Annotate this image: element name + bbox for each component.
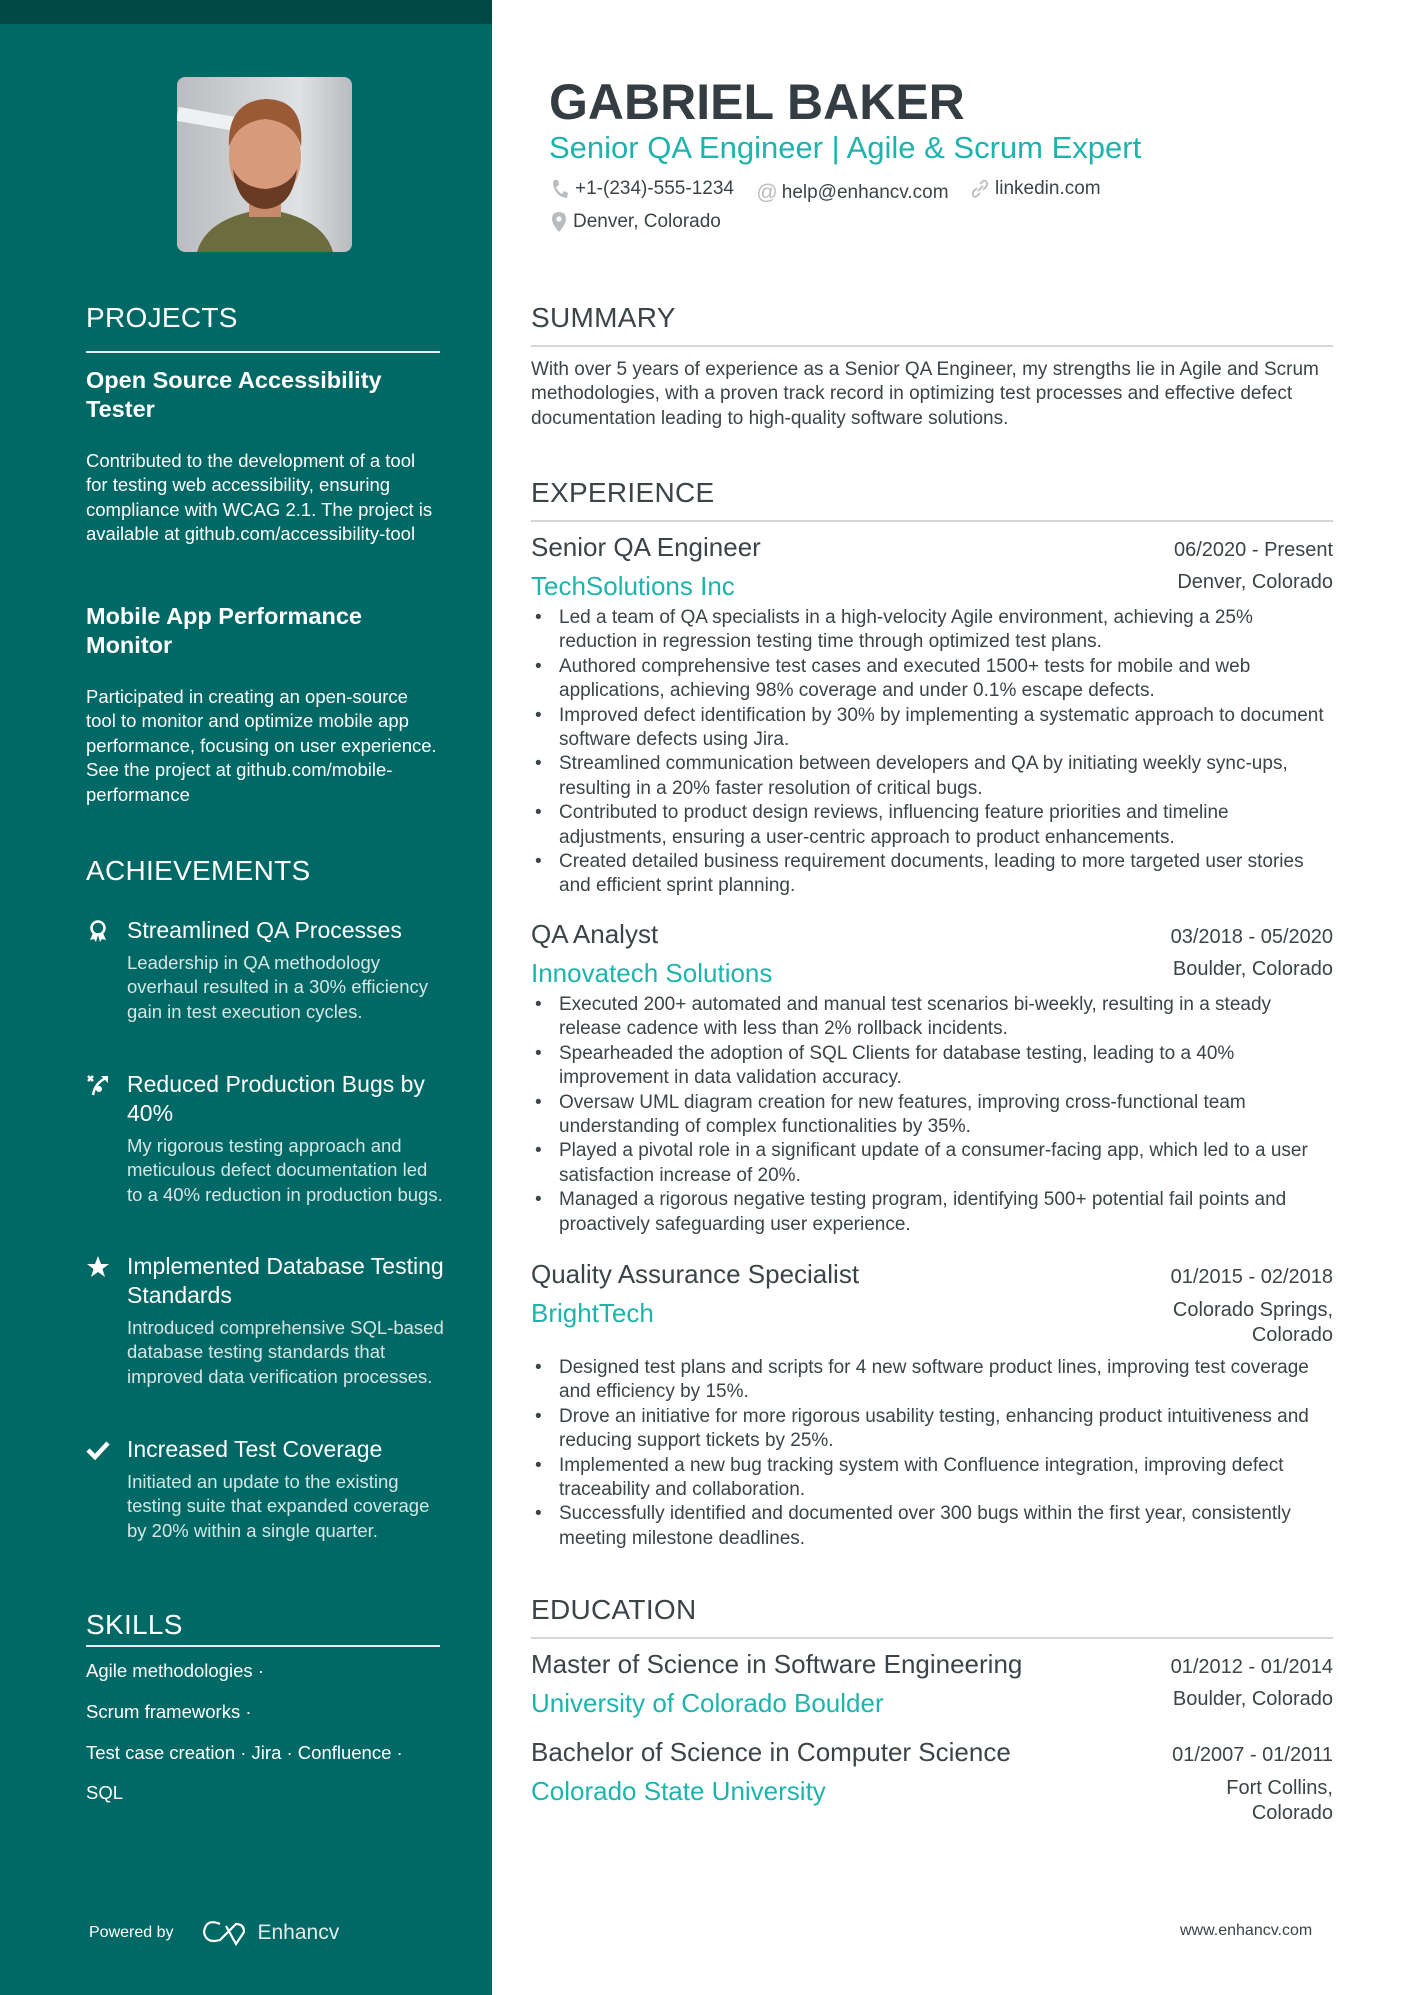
headline: Senior QA Engineer | Agile & Scrum Expert [549,130,1142,165]
bullet-item: • Led a team of QA specialists in a high-velocity Agile environment, achieving a 25% reduction in regression testing time through optimized test plans. [531,606,1333,655]
job-entry [531,1259,1333,1551]
header [531,74,1333,238]
achievement-title: Reduced Production Bugs by 40% [127,1071,425,1126]
school-name: University of Colorado Boulder [531,1688,884,1718]
job-title: Quality Assurance Specialist [531,1258,860,1289]
bullet-item: • Designed test plans and scripts for 4 new software product lines, improving test coverage and efficiency by 15%. [531,1356,1333,1405]
job-dates: 06/2020 - Present [1174,539,1333,561]
experience-section [531,477,1333,1551]
bug-route-icon [86,1073,110,1097]
achievement-description: My rigorous testing approach and meticulous defect documentation led to a 40% reduction in production bugs. [127,1135,443,1205]
powered-by [89,1920,339,1946]
location-row [551,211,1333,238]
school-name: Colorado State University [531,1776,826,1806]
contact-row [551,178,1333,205]
achievement-item [86,1070,446,1207]
company-name: TechSolutions Inc [531,571,735,601]
at-icon: @ [756,181,778,204]
avatar [177,77,352,252]
skills-heading: SKILLS [86,1609,183,1640]
achievement-title: Streamlined QA Processes [127,917,402,943]
company-name: Innovatech Solutions [531,957,773,988]
email-text: help@enhancv.com [781,182,949,203]
project-description: Contributed to the development of a tool for testing web accessibility, ensuring compliance with WCAG 2.1. The project is available at github.com/accessibility-tool [86,450,433,545]
achievement-description: Introduced comprehensive SQL-based database testing standards that improved data verification processes. [127,1317,444,1387]
bullet-item: • Played a pivotal role in a significant update of a consumer-facing app, which led to a user satisfaction increase of 20%. [531,1139,1333,1188]
brand-name: Enhancv [257,1921,340,1944]
linkedin-link[interactable] [971,178,1101,200]
bullet-item: • Contributed to product design reviews, influencing feature priorities and timeline adjustments, ensuring a user-centric approach to product enhancements. [531,801,1333,850]
experience-heading: EXPERIENCE [531,477,715,508]
skill-line: Test case creation · Jira · Confluence · [86,1742,403,1763]
bullet-item: • Drove an initiative for more rigorous usability testing, enhancing product intuitiveness and reducing support tickets by 25%. [531,1405,1333,1454]
degree: Master of Science in Software Engineering [531,1649,1023,1679]
summary-text: With over 5 years of experience as a Senior QA Engineer, my strengths lie in Agile and Scrum methodologies, with a proven track record in optimizing test processes and effective defect documentation leading to high-quality software solutions. [531,359,1319,429]
achievement-title: Increased Test Coverage [127,1436,383,1462]
divider [86,351,440,353]
bullet-item: • Improved defect identification by 30% by implementing a systematic approach to document software defects using Jira. [531,704,1333,753]
location-pin-icon [551,211,567,233]
top-strip [0,0,492,24]
achievement-description: Initiated an update to the existing testing suite that expanded coverage by 20% within a single quarter. [127,1471,430,1541]
job-dates: 01/2015 - 02/2018 [1170,1265,1333,1288]
project-description: Participated in creating an open-source tool to monitor and optimize mobile app performance, focusing on user experience. See the project at github.com/mobile-performance [86,686,437,805]
location [551,211,721,233]
bullet-item: • Executed 200+ automated and manual test scenarios bi-weekly, resulting in a steady release cadence with less than 2% rollback incidents. [531,993,1333,1042]
education-heading: EDUCATION [531,1594,697,1625]
achievement-description: Leadership in QA methodology overhaul resulted in a 30% efficiency gain in test execution cycles. [127,952,428,1022]
bullet-item: • Spearheaded the adoption of SQL Clients for database testing, leading to a 40% improvement in data validation accuracy. [531,1042,1333,1091]
projects-heading: PROJECTS [86,302,238,333]
company-name: BrightTech [531,1297,654,1328]
divider [531,1637,1333,1639]
divider [531,520,1333,522]
education-entry [531,1649,1333,1719]
bullet-item: • Streamlined communication between developers and QA by initiating weekly sync-ups, resulting in a 20% faster resolution of critical bugs. [531,752,1333,801]
email[interactable] [756,181,948,205]
education-entry [531,1737,1333,1826]
bullet-item: • Created detailed business requirement documents, leading to more targeted user stories and efficient sprint planning. [531,850,1333,899]
job-title: QA Analyst [531,918,659,949]
divider [86,1645,440,1647]
project-title: Open Source Accessibility Tester [86,367,382,422]
link-icon [971,179,989,199]
education-section [531,1594,1333,1826]
job-location: Colorado Springs, Colorado [1172,1298,1333,1346]
achievements-heading: ACHIEVEMENTS [86,855,311,886]
achievement-title: Implemented Database Testing Standards [127,1253,444,1308]
summary-heading: SUMMARY [531,302,676,333]
education-dates: 01/2012 - 01/2014 [1170,1656,1333,1678]
star-icon [86,1255,110,1279]
degree: Bachelor of Science in Computer Science [531,1737,1011,1767]
skill-line: Agile methodologies · [86,1660,264,1681]
award-icon [86,919,110,943]
achievement-item [86,1252,446,1389]
bullet-item: • Successfully identified and documented over 300 bugs within the first year, consistently meeting milestone deadlines. [531,1502,1333,1551]
enhancv-logo-icon [200,1920,248,1946]
education-dates: 01/2007 - 01/2011 [1172,1744,1333,1766]
project-title: Mobile App Performance Monitor [86,603,362,658]
check-icon [86,1438,110,1462]
footer-site: www.enhancv.com [1180,1922,1313,1939]
education-location: Boulder, Colorado [1172,1688,1333,1710]
bullet-item: • Implemented a new bug tracking system with Confluence integration, improving defect traceability and collaboration. [531,1454,1333,1503]
phone-text: +1-(234)-555-1234 [575,178,734,199]
skill-line: SQL [86,1782,124,1803]
candidate-name: GABRIEL BAKER [549,74,965,130]
divider [531,345,1333,347]
summary-section [531,302,1333,431]
job-location: Boulder, Colorado [1172,957,1333,980]
achievement-item [86,1435,446,1543]
job-bullets [531,993,1333,1237]
job-title: Senior QA Engineer [531,532,761,562]
job-location: Denver, Colorado [1177,571,1333,593]
job-bullets [531,1356,1333,1551]
link-text: linkedin.com [995,178,1101,199]
bullet-item: • Authored comprehensive test cases and executed 1500+ tests for mobile and web applications, achieving 98% coverage and under 0.1% escape defects. [531,655,1333,704]
job-entry [531,919,1333,1237]
bullet-item: • Oversaw UML diagram creation for new features, improving cross-functional team understanding of complex functionalities by 35%. [531,1091,1333,1140]
education-location: Fort Collins, Colorado [1226,1777,1333,1824]
skill-line: Scrum frameworks · [86,1701,252,1722]
phone-icon [551,179,569,199]
powered-by-label: Powered by [89,1924,174,1941]
job-dates: 03/2018 - 05/2020 [1170,925,1333,948]
phone[interactable] [551,178,734,200]
bullet-item: • Managed a rigorous negative testing program, identifying 500+ potential fail points and proactively safeguarding user experience. [531,1188,1333,1237]
location-text: Denver, Colorado [573,211,721,232]
job-bullets [531,606,1333,899]
achievement-item [86,916,446,1024]
job-entry [531,532,1333,899]
sidebar [0,0,492,1995]
